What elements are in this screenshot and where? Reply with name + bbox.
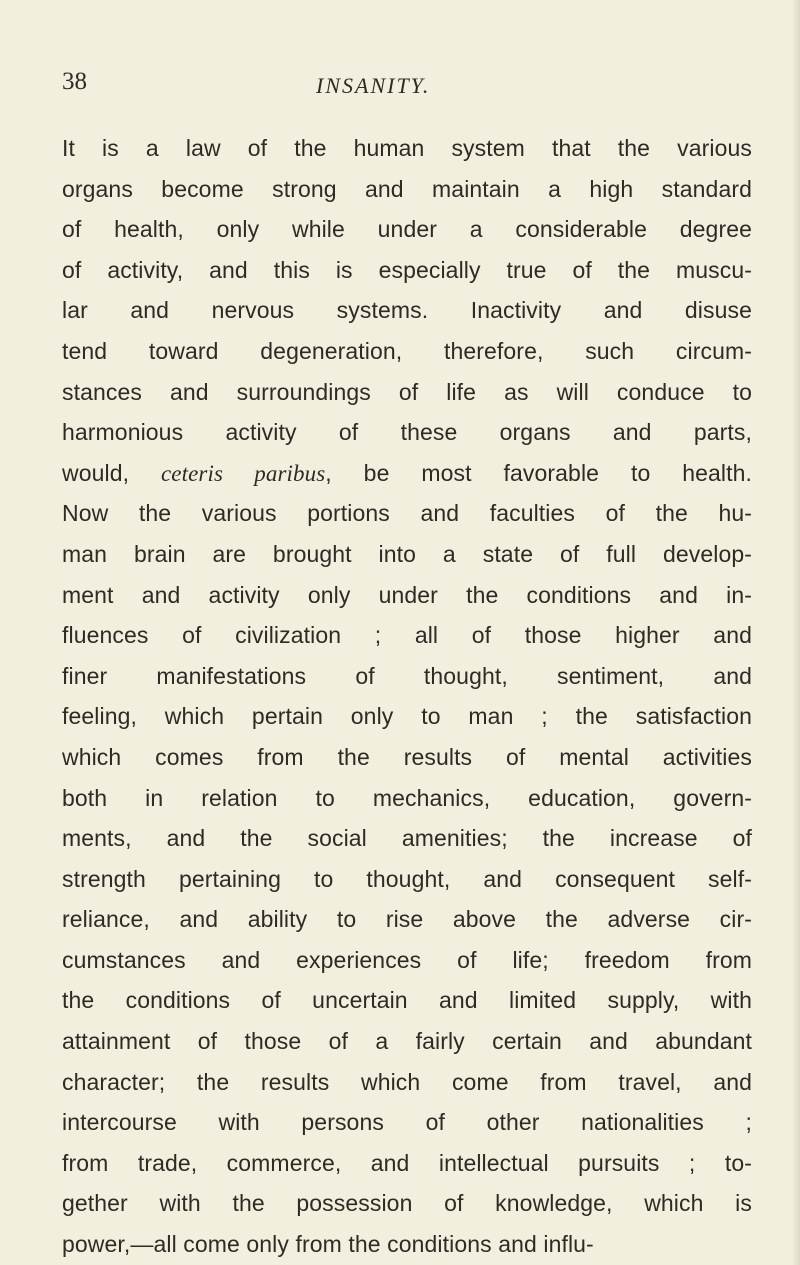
text-line: both in relation to mechanics, education, govern- [62, 784, 752, 811]
italic-phrase: ceteris paribus [161, 460, 326, 486]
text-line: stances and surroundings of life as will conduce to [62, 378, 752, 405]
text-line: cumstances and experiences of life; freedom from [62, 946, 752, 973]
text-segment: would, [62, 459, 161, 486]
text-line: It is a law of the human system that the various [62, 135, 752, 161]
text-line: the conditions of uncertain and limited supply, with [62, 987, 752, 1014]
text-line: organs become strong and maintain a high standard [62, 175, 752, 202]
text-line: harmonious activity of these organs and parts, [62, 419, 752, 446]
text-line: Now the various portions and faculties of the hu- [62, 500, 752, 527]
text-line: ments, and the social amenities; the increase of [62, 825, 752, 852]
text-line: gether with the possession of knowledge, which is [62, 1190, 752, 1217]
text-line: reliance, and ability to rise above the adverse cir- [62, 906, 752, 933]
page-number: 38 [62, 68, 87, 95]
text-line: man brain are brought into a state of full develop- [62, 540, 752, 567]
text-line: attainment of those of a fairly certain and abundant [62, 1028, 752, 1055]
running-head: INSANITY. [316, 73, 431, 98]
text-line: from trade, commerce, and intellectual pursuits ; to- [62, 1149, 752, 1176]
text-line: which comes from the results of mental activities [62, 743, 752, 770]
text-line: feeling, which pertain only to man ; the satisfaction [62, 703, 752, 730]
text-line: of activity, and this is especially true of the muscu- [62, 256, 752, 283]
text-line-with-italic [62, 453, 752, 494]
text-line: power,—all come only from the conditions and influ- [62, 1231, 594, 1258]
text-line: intercourse with persons of other nationalities ; [62, 1109, 752, 1136]
text-line: finer manifestations of thought, sentiment, and [62, 662, 752, 689]
text-line: ment and activity only under the conditions and in- [62, 581, 752, 608]
text-line: tend toward degeneration, therefore, such circum- [62, 337, 752, 364]
text-line: strength pertaining to thought, and consequent self- [62, 865, 752, 892]
body-paragraph [62, 128, 752, 1265]
page-header [62, 68, 722, 108]
text-line: character; the results which come from travel, and [62, 1068, 752, 1095]
text-line: lar and nervous systems. Inactivity and disuse [62, 297, 752, 324]
page-edge-shadow [792, 0, 800, 1265]
text-line: fluences of civilization ; all of those higher and [62, 622, 752, 649]
text-segment: , be most favorable to health. [325, 459, 752, 486]
text-line: of health, only while under a considerable degree [62, 216, 752, 243]
